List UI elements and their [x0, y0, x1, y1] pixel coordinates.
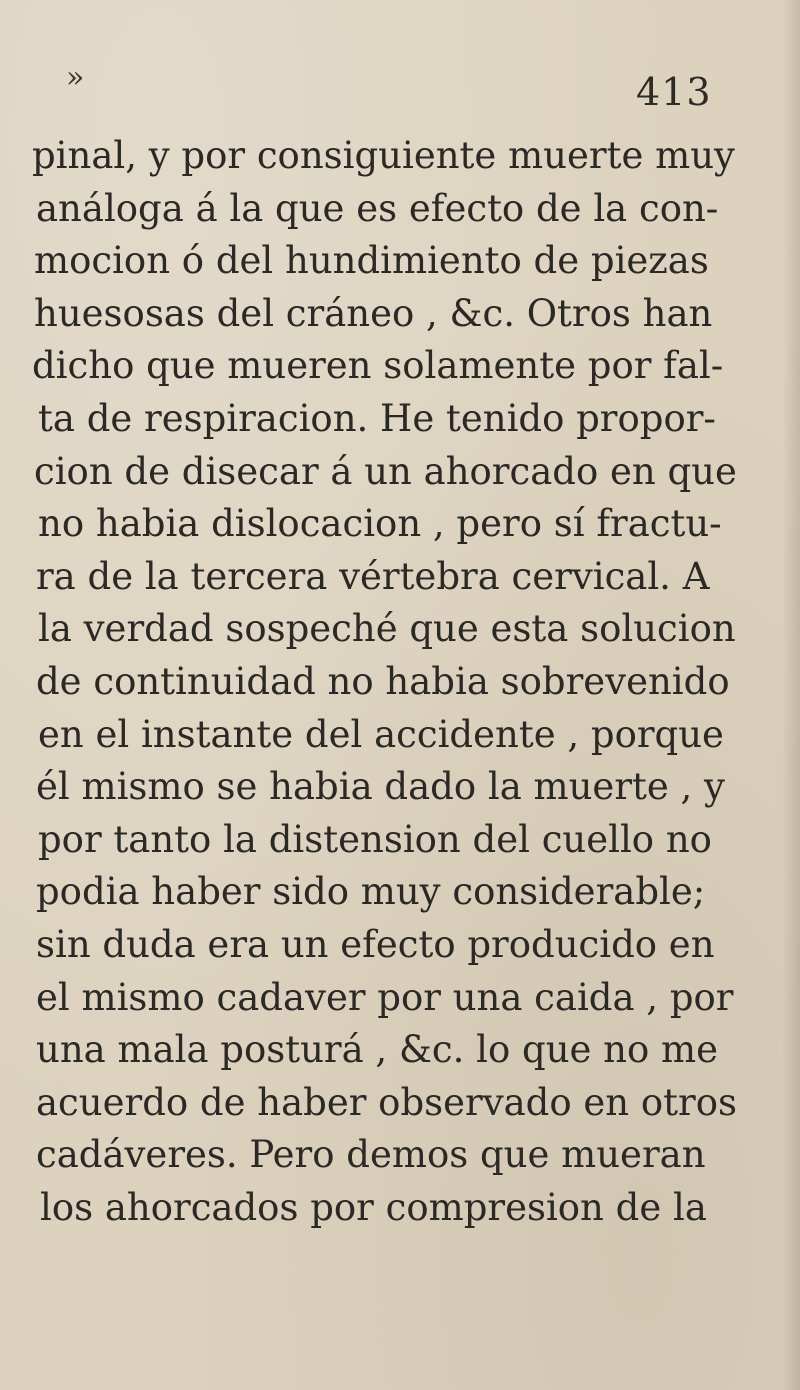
- page-number: 413: [636, 70, 712, 114]
- text-line: cion de disecar á un ahorcado en que: [34, 449, 737, 493]
- text-line: pinal, y por consiguiente muerte muy: [32, 134, 735, 177]
- text-line: acuerdo de haber observado en otros: [36, 1080, 737, 1124]
- text-line: una mala posturá , &c. lo que no me: [36, 1028, 719, 1072]
- text-line: la verdad sospeché que esta solucion: [38, 607, 736, 651]
- text-line: cadáveres. Pero demos que mueran: [36, 1133, 706, 1177]
- ornament-mark: »: [66, 60, 85, 95]
- text-body: [26, 130, 746, 1234]
- text-line: de continuidad no habia sobrevenido: [36, 659, 730, 703]
- text-line: dicho que mueren solamente por fal-: [32, 344, 724, 388]
- page-edge-shadow: [782, 0, 800, 1390]
- text-line: no habia dislocacion , pero sí fractu-: [38, 502, 722, 546]
- text-line: los ahorcados por compresion de la: [40, 1185, 707, 1229]
- text-line: análoga á la que es efecto de la con-: [36, 186, 719, 230]
- text-line: ra de la tercera vértebra cervical. A: [36, 554, 710, 598]
- text-line: podia haber sido muy considerable;: [36, 870, 706, 914]
- text-line: en el instante del accidente , porque: [38, 712, 724, 756]
- text-line: huesosas del cráneo , &c. Otros han: [34, 291, 713, 335]
- text-line: él mismo se habia dado la muerte , y: [36, 765, 725, 809]
- text-line: por tanto la distension del cuello no: [38, 817, 712, 861]
- text-line: ta de respiracion. He tenido propor-: [38, 396, 716, 440]
- text-line: sin duda era un efecto producido en: [36, 922, 715, 966]
- text-line: mocion ó del hundimiento de piezas: [34, 239, 709, 283]
- text-line: el mismo cadaver por una caida , por: [36, 975, 734, 1019]
